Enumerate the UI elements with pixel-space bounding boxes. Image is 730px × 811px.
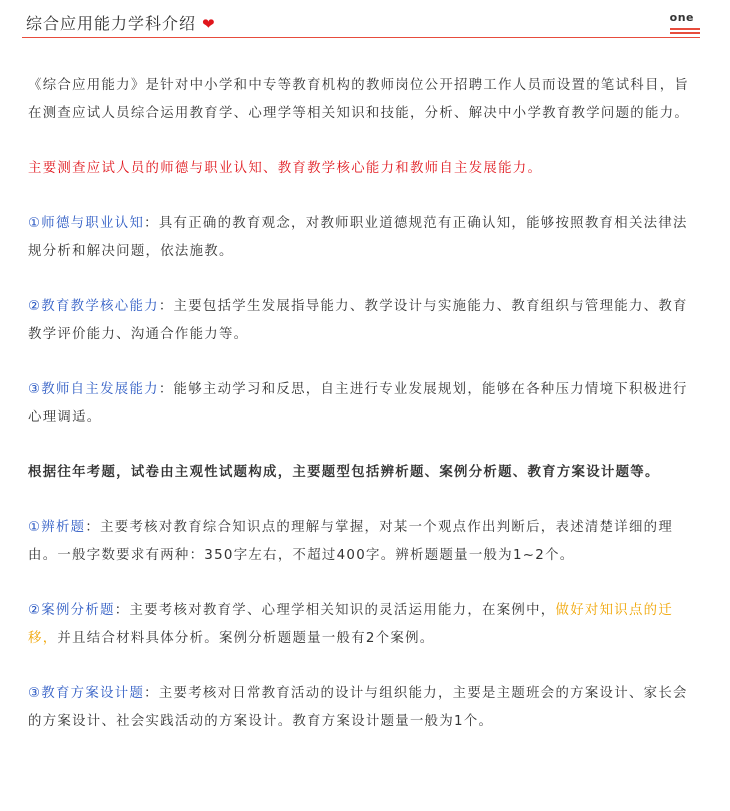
question-type-item: ①辨析题：主要考核对教育综合知识点的理解与掌握，对某一个观点作出判断后，表述清楚详细的理由。一般字数要求有两种：350字左右，不超过400字。辨析题题量一般为1~2个。 [28, 520, 674, 563]
ability-item: ②教育教学核心能力：主要包括学生发展指导能力、教学设计与实施能力、教育组织与管理能力、教育教学评价能力、沟通合作能力等。 [28, 299, 688, 342]
ability-label: ①师德与职业认知 [28, 216, 145, 231]
ability-text: 具有正确的教育观念，对教师职业道德规范有正确认知，能够按照教育相关法律法规分析和解决问题，依法施教。 [28, 216, 688, 259]
question-type-item: ②案例分析题：主要考核对教育学、心理学相关知识的灵活运用能力，在案例中，做好对知识点的迁移，并且结合材料具体分析。案例分析题题量一般有2个案例。 [28, 603, 674, 646]
page-title: 综合应用能力学科介绍 [26, 14, 197, 33]
ability-label: ③教师自主发展能力 [28, 382, 159, 397]
question-type-text: 并且结合材料具体分析。案例分析题题量一般有2个案例。 [57, 631, 435, 646]
ability-text: 能够主动学习和反思，自主进行专业发展规划，能够在各种压力情境下积极进行心理调适。 [28, 382, 688, 425]
ability-text: 主要包括学生发展指导能力、教学设计与实施能力、教育组织与管理能力、教育教学评价能力、沟通合作能力等。 [28, 299, 688, 342]
section-tag: one [669, 11, 694, 24]
heart-icon: ❤ [202, 15, 215, 33]
ability-item: ③教师自主发展能力：能够主动学习和反思，自主进行专业发展规划，能够在各种压力情境下积极进行心理调适。 [28, 382, 688, 425]
question-type-label: ②案例分析题 [28, 603, 115, 618]
question-type-item: ③教育方案设计题：主要考核对日常教育活动的设计与组织能力，主要是主题班会的方案设计、家长会的方案设计、社会实践活动的方案设计。教育方案设计题量一般为1个。 [28, 686, 688, 729]
ability-label: ②教育教学核心能力 [28, 299, 159, 314]
intro-paragraph: 《综合应用能力》是针对中小学和中专等教育机构的教师岗位公开招聘工作人员而设置的笔试科目，旨在测查应试人员综合运用教育学、心理学等相关知识和技能，分析、解决中小学教育教学问题的能力。 [28, 78, 690, 121]
question-type-label: ③教育方案设计题 [28, 686, 145, 701]
tag-underline-decoration [670, 28, 700, 36]
header [22, 0, 702, 40]
article-body [28, 72, 696, 736]
highlight-paragraph: 主要测查应试人员的师德与职业认知、教育教学核心能力和教师自主发展能力。 [28, 161, 543, 176]
emphasis-text: 做好对知识点的迁移， [28, 603, 674, 646]
question-intro-paragraph: 根据往年考题，试卷由主观性试题构成，主要题型包括辨析题、案例分析题、教育方案设计题等。 [28, 465, 660, 480]
question-type-text: 主要考核对教育学、心理学相关知识的灵活运用能力，在案例中， [129, 603, 556, 618]
header-divider [22, 37, 700, 38]
question-type-label: ①辨析题 [28, 520, 86, 535]
question-type-text: 主要考核对教育综合知识点的理解与掌握，对某一个观点作出判断后，表述清楚详细的理由。一般字数要求有两种：350字左右，不超过400字。辨析题题量一般为1~2个。 [28, 520, 674, 563]
question-type-text: 主要考核对日常教育活动的设计与组织能力，主要是主题班会的方案设计、家长会的方案设计、社会实践活动的方案设计。教育方案设计题量一般为1个。 [28, 686, 688, 729]
ability-item: ①师德与职业认知：具有正确的教育观念，对教师职业道德规范有正确认知，能够按照教育相关法律法规分析和解决问题，依法施教。 [28, 216, 688, 259]
